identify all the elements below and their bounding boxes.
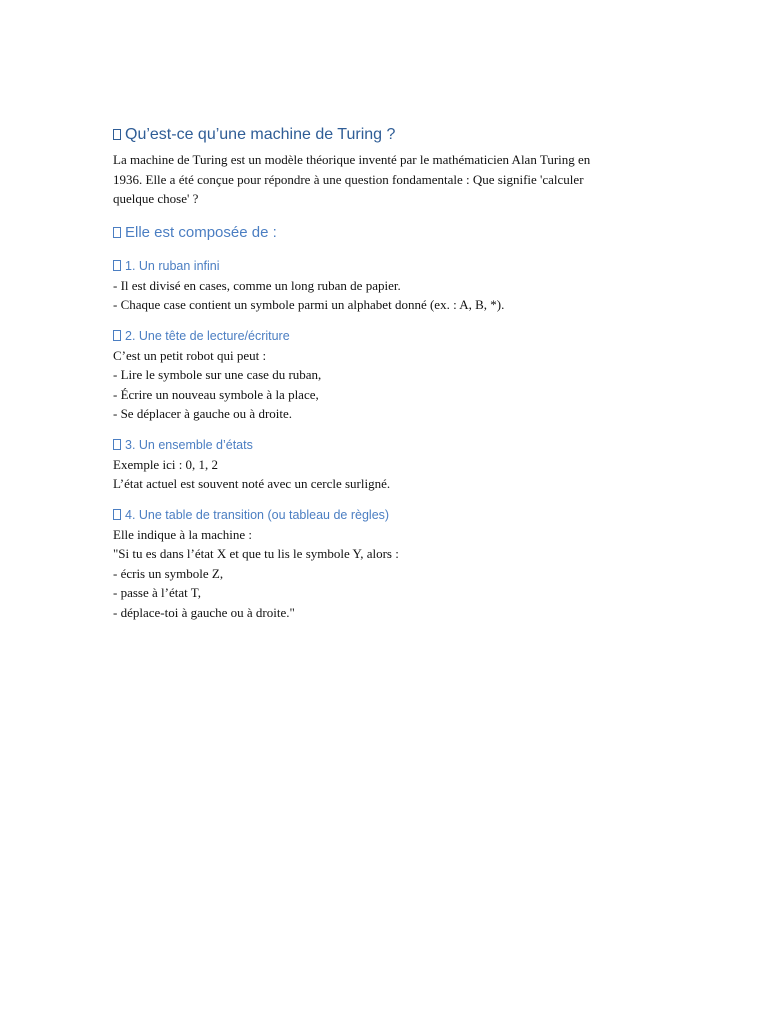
- section-body: [113, 455, 658, 494]
- section-heading: [113, 436, 658, 454]
- section-heading: [113, 327, 658, 345]
- intro-line: La machine de Turing est un modèle théorique inventé par le mathématicien Alan Turing en: [113, 152, 591, 167]
- missing-glyph-icon: [113, 260, 121, 271]
- section-heading-text: 1. Un ruban infini: [125, 258, 220, 273]
- composition-heading-text: Elle est composée de :: [125, 223, 277, 241]
- intro-line: quelque chose' ?: [113, 191, 199, 206]
- section-transition: [113, 506, 658, 623]
- section-line: - Écrire un nouveau symbole à la place,: [113, 386, 319, 402]
- section-line: - Chaque case contient un symbole parmi un alphabet donné (ex. : A, B, *).: [113, 297, 505, 312]
- section-body: [113, 276, 658, 315]
- section-line: - écris un symbole Z,: [113, 565, 224, 581]
- section-etats: [113, 436, 658, 494]
- section-line: Exemple ici : 0, 1, 2: [113, 456, 219, 472]
- section-heading-text: 3. Un ensemble d’états: [125, 437, 253, 452]
- section-heading: [113, 257, 658, 275]
- section-heading-text: 4. Une table de transition (ou tableau de règles): [125, 507, 390, 522]
- composition-heading: [113, 223, 658, 243]
- page-title-text: Qu’est-ce qu’une machine de Turing ?: [125, 126, 396, 143]
- intro-line: 1936. Elle a été conçue pour répondre à une question fondamentale : Que signifie 'calculer: [113, 171, 584, 187]
- section-line: - Se déplacer à gauche ou à droite.: [113, 406, 293, 421]
- missing-glyph-icon: [113, 330, 121, 341]
- section-line: - Lire le symbole sur une case du ruban,: [113, 367, 322, 382]
- section-heading-text: 2. Une tête de lecture/écriture: [125, 328, 290, 343]
- missing-glyph-icon: [113, 227, 121, 238]
- section-body: [113, 346, 658, 424]
- section-line: L’état actuel est souvent noté avec un cercle surligné.: [113, 476, 391, 491]
- section-tete: [113, 327, 658, 424]
- page-title: [113, 124, 658, 146]
- section-line: - passe à l’état T,: [113, 585, 201, 600]
- missing-glyph-icon: [113, 129, 121, 140]
- document-page: [113, 124, 658, 634]
- section-heading: [113, 506, 658, 524]
- section-line: Elle indique à la machine :: [113, 526, 252, 542]
- missing-glyph-icon: [113, 439, 121, 450]
- section-line: "Si tu es dans l’état X et que tu lis le symbole Y, alors :: [113, 546, 399, 561]
- section-body: [113, 525, 658, 623]
- intro-paragraph: [113, 150, 658, 209]
- missing-glyph-icon: [113, 509, 121, 520]
- section-ruban: [113, 257, 658, 315]
- section-line: C’est un petit robot qui peut :: [113, 347, 267, 363]
- section-line: - Il est divisé en cases, comme un long ruban de papier.: [113, 277, 401, 293]
- section-line: - déplace-toi à gauche ou à droite.": [113, 604, 295, 620]
